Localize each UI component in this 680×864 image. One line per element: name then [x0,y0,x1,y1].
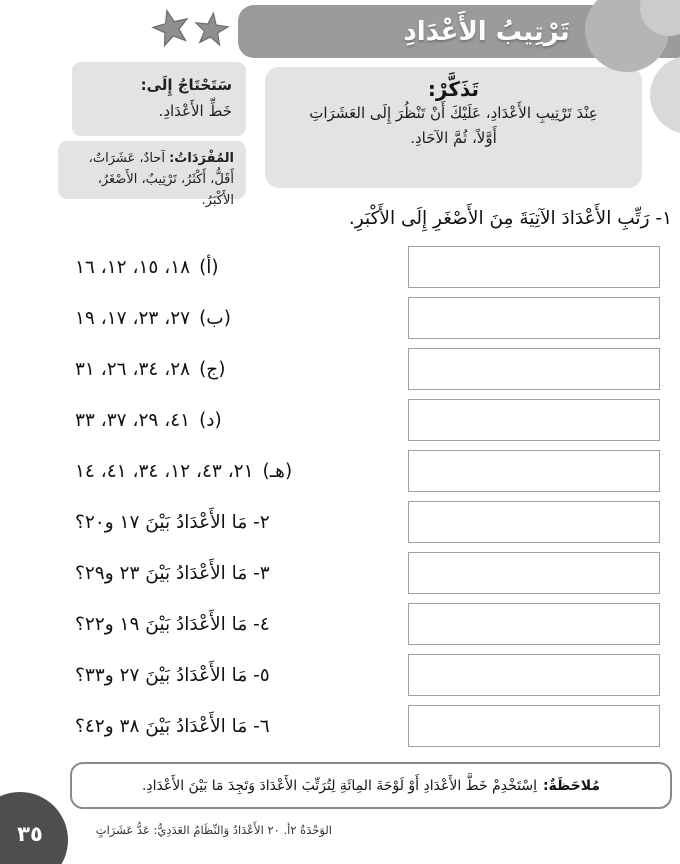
answer-box[interactable] [408,399,660,441]
item-numbers: ٢٧، ٢٣، ١٧، ١٩ [75,307,191,329]
question-text: ٥- مَا الأَعْدَادُ بَيْنَ ٢٧ و٣٣؟ [75,664,270,686]
question-text: ٢- مَا الأَعْدَادُ بَيْنَ ١٧ و٢٠؟ [75,511,270,533]
note-box [70,762,672,809]
question-text: ٣- مَا الأَعْدَادُ بَيْنَ ٢٣ و٢٩؟ [75,562,270,584]
materials-title: سَتَحْتَاجُ إِلَى: [140,76,232,94]
answer-box[interactable] [408,450,660,492]
exercise-item-row [75,399,660,441]
answer-box[interactable] [408,603,660,645]
item-numbers: ١٨، ١٥، ١٢، ١٦ [75,256,191,278]
item-label: (ب) [199,307,231,329]
answer-box[interactable] [408,348,660,390]
answer-box[interactable] [408,297,660,339]
exercise-item-row [75,246,660,288]
exercise-item-row [75,348,660,390]
remember-box [265,67,642,188]
page-title: تَرْتِيبُ الأَعْدَادِ [403,16,570,47]
difficulty-star-icon [147,3,195,51]
question-row [75,603,660,645]
question-text: ٦- مَا الأَعْدَادُ بَيْنَ ٣٨ و٤٢؟ [75,715,270,737]
item-numbers: ٢٨، ٣٤، ٢٦، ٣١ [75,358,191,380]
question-row [75,552,660,594]
item-label: (هـ) [262,460,293,482]
exercise-1-heading: ١- رَتِّبِ الأَعْدَادَ الآتِيَةَ مِنَ الأَصْغَرِ إِلَى الأَكْبَرِ. [348,208,672,229]
question-text: ٤- مَا الأَعْدَادُ بَيْنَ ١٩ و٢٢؟ [75,613,270,635]
item-numbers: ٤١، ٢٩، ٣٧، ٣٣ [75,409,191,431]
remember-text-line: عِنْدَ تَرْتِيبِ الأَعْدَادِ، عَلَيْكَ أَنْ تَنْظُرَ إِلَى العَشَرَاتِ [309,104,598,122]
remember-text-line: أَوَّلاً، ثُمَّ الآحَادِ. [410,128,497,147]
materials-content: خَطِّ الأَعْدَادِ. [158,101,232,120]
page-number: ٣٥ [17,822,43,846]
remember-title: تَذَكَّرْ: [427,77,480,101]
answer-box[interactable] [408,654,660,696]
exercise-item-text [75,359,225,380]
question-row [75,501,660,543]
exercise-item-row [75,297,660,339]
item-label: (ج) [199,358,226,380]
decorative-circle [650,56,680,134]
item-label: (أ) [199,256,219,278]
exercise-item-text [75,257,219,278]
difficulty-star-icon [191,8,232,49]
item-label: (د) [199,409,222,431]
item-numbers: ٢١، ٤٣، ١٢، ٣٤، ٤١، ١٤ [75,460,254,482]
answer-box[interactable] [408,246,660,288]
exercise-item-text [75,461,292,482]
answer-box[interactable] [408,501,660,543]
exercise-item-text [75,308,231,329]
exercise-rows [75,246,660,756]
exercise-item-text [75,410,222,431]
vocabulary-content: آحادٌ، عَشَرَاتٌ، أَقَلُّ، أَكْثَرُ، تَرْتِيبٌ، الأَصْغَرُ، الأَكْبَرُ. [88,151,234,208]
vocabulary-box [58,141,246,208]
question-row [75,705,660,747]
answer-box[interactable] [408,552,660,594]
question-row [75,654,660,696]
note-label: مُلاحَظَةٌ: [542,777,601,794]
answer-box[interactable] [408,705,660,747]
materials-box [72,62,246,136]
vocabulary-label: المُفْرَدَاتُ: [169,151,234,166]
footer-text: الوَحْدَةُ ٢أ. ٢٠ الأَعْدَادُ وَالنِّظَامُ العَدَدِيُّ: عَدُّ عَشَرَاتٍ [95,823,332,837]
note-content: اِسْتَخْدِمْ خَطَّ الأَعْدَادِ أَوْ لَوْحَةَ المِائَةِ لِتُرَتِّبَ الأَعْدَادَ وَتَجِدَ مَا بَيْنَ الأَعْدَادِ. [141,777,537,794]
exercise-item-row [75,450,660,492]
